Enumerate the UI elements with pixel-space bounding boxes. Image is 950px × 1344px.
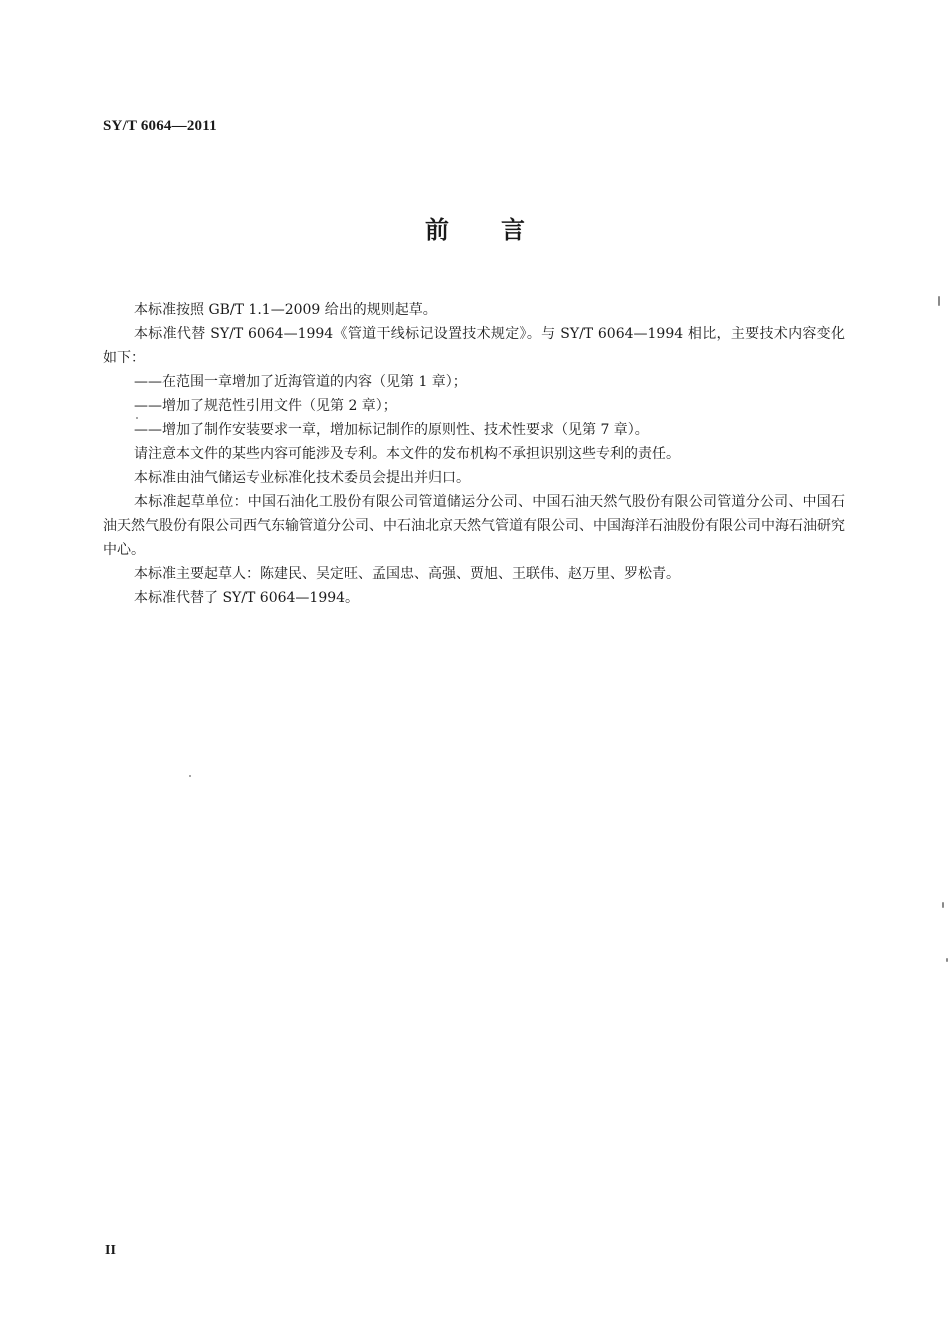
paragraph-drafting-units: 本标准起草单位：中国石油化工股份有限公司管道储运分公司、中国石油天然气股份有限公司管道分公司、中国石油天然气股份有限公司西气东输管道分公司、中石油北京天然气管道有限公司、中国海洋石油股份有限公司中海石油研究中心。 (103, 494, 845, 558)
scan-speck (136, 417, 138, 419)
change-item-references: ——增加了规范性引用文件（见第 2 章）； (134, 398, 397, 414)
foreword-body (103, 298, 845, 610)
paragraph-proposer: 本标准由油气储运专业标准化技术委员会提出并归口。 (134, 470, 470, 486)
scan-speck (942, 902, 944, 908)
standard-number: SY/T 6064—2011 (103, 118, 217, 134)
change-item-installation: ——增加了制作安装要求一章，增加标记制作的原则性、技术性要求（见第 7 章）。 (134, 422, 649, 438)
paragraph-drafting-rules: 本标准按照 GB/T 1.1—2009 给出的规则起草。 (134, 302, 437, 318)
paragraph-replaced-standard: 本标准代替了 SY/T 6064—1994。 (134, 590, 360, 606)
scan-speck (189, 775, 191, 777)
change-item-scope: ——在范围一章增加了近海管道的内容（见第 1 章）； (134, 374, 467, 390)
paragraph-patent-notice: 请注意本文件的某些内容可能涉及专利。本文件的发布机构不承担识别这些专利的责任。 (134, 446, 680, 462)
paragraph-drafters: 本标准主要起草人：陈建民、吴定旺、孟国忠、高强、贾旭、王联伟、赵万里、罗松青。 (134, 566, 680, 582)
page-title: 前言 (425, 216, 577, 244)
scan-speck (938, 296, 940, 306)
page-number: II (105, 1243, 116, 1258)
paragraph-replacement-note: 本标准代替 SY/T 6064—1994《管道干线标记设置技术规定》。与 SY/T 6064—1994 相比，主要技术内容变化如下： (103, 326, 845, 366)
scan-speck (946, 958, 948, 962)
